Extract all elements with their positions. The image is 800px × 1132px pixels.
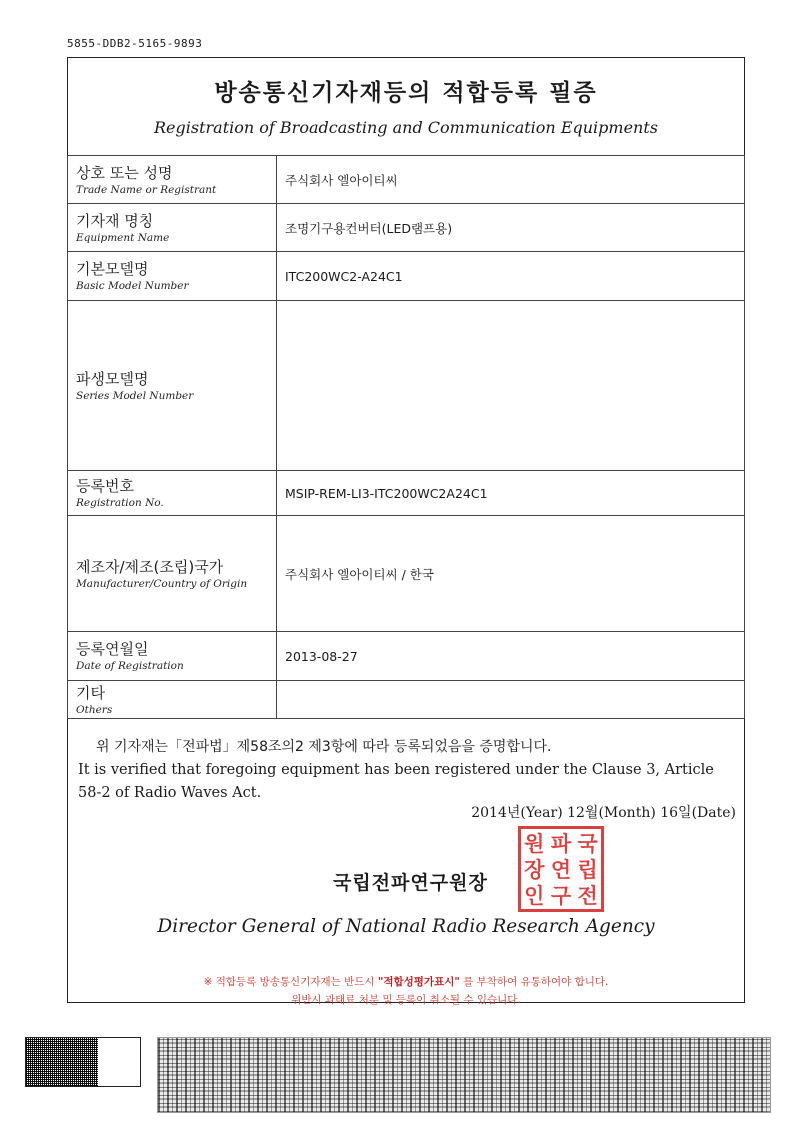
field-row-manufacturer: [68, 516, 745, 632]
field-value-equipment-name: 조명기구용컨버터(LED램프용): [277, 204, 745, 252]
notice-line-2: 위반시 과태료 처분 및 등록이 취소될 수 있습니다.: [291, 994, 521, 1006]
seal-character: 국: [577, 832, 598, 856]
seal-character: 파: [550, 832, 572, 856]
field-value-trade-name: 주식회사 엘아이티씨: [277, 156, 745, 204]
field-row-series-model: [68, 301, 745, 471]
field-row-equipment-name: [68, 204, 745, 252]
security-pattern-left: [25, 1037, 141, 1087]
notice-emphasis: "적합성평가표시": [377, 976, 460, 988]
security-barcode: [157, 1037, 771, 1113]
issuer-korean: 국립전파연구원장: [333, 872, 488, 894]
field-label-en: Manufacturer/Country of Origin: [76, 577, 248, 590]
statement-english: It is verified that foregoing equipment has been registered under the Clause 3, Article 58-2 of Radio Waves Act.: [78, 762, 714, 801]
field-label-en: Series Model Number: [76, 389, 194, 402]
field-label-en: Basic Model Number: [76, 280, 189, 292]
field-row-registration-date: [68, 632, 745, 681]
seal-character: 연: [550, 858, 572, 882]
field-label-ko: 기타: [76, 683, 105, 702]
notice-line-1: [68, 973, 744, 991]
certificate-frame: [67, 57, 745, 1006]
official-seal-stamp: [518, 826, 604, 912]
dot-pattern: [26, 1038, 98, 1086]
field-value-registration-no: MSIP-REM-LI3-ITC200WC2A24C1: [277, 471, 745, 516]
field-label-ko: 등록번호: [76, 477, 134, 495]
field-row-others: [68, 681, 745, 719]
field-value-manufacturer: 주식회사 엘아이티씨 / 한국: [277, 516, 745, 632]
field-label-en: Registration No.: [76, 497, 164, 509]
field-row-trade-name: [68, 156, 745, 204]
field-label-en: Trade Name or Registrant: [76, 183, 217, 196]
field-label-en: Others: [76, 703, 113, 716]
field-label-ko: 제조자/제조(조립)국가: [76, 557, 224, 576]
title-korean: 방송통신기자재등의 적합등록 필증: [214, 80, 598, 106]
seal-character: 구: [550, 884, 572, 908]
seal-character: 원: [524, 832, 545, 856]
seal-character: 장: [524, 858, 545, 882]
field-value-basic-model: ITC200WC2-A24C1: [277, 252, 745, 301]
registration-fields-table: [67, 155, 745, 719]
field-label-ko: 등록연월일: [76, 640, 149, 658]
seal-character: 인: [524, 884, 545, 908]
field-value-registration-date: 2013-08-27: [277, 632, 745, 681]
field-row-basic-model: [68, 252, 745, 301]
certification-statement: [78, 736, 736, 805]
title-english: Registration of Broadcasting and Communication Equipments: [154, 118, 658, 137]
issuer-english: Director General of National Radio Research Agency: [157, 916, 655, 937]
field-value-others: [277, 681, 745, 719]
seal-character: 전: [577, 884, 598, 908]
field-value-series-model: [277, 301, 745, 471]
notice-suffix: 를 부착하여 유통하여야 합니다.: [463, 976, 609, 988]
field-label-ko: 상호 또는 성명: [76, 163, 173, 182]
compliance-notice: [68, 973, 744, 1009]
notice-prefix: ※ 적합등록 방송통신기자재는 반드시: [203, 976, 375, 988]
field-label-en: Equipment Name: [76, 231, 170, 244]
seal-character: 립: [577, 858, 598, 882]
field-label-ko: 기본모델명: [76, 260, 149, 278]
field-label-en: Date of Registration: [76, 660, 184, 672]
issue-date: 2014년(Year) 12월(Month) 16일(Date): [471, 805, 736, 821]
field-label-ko: 기자재 명칭: [76, 211, 154, 230]
document-number: 5855-DDB2-5165-9893: [67, 37, 203, 50]
field-label-ko: 파생모델명: [76, 369, 149, 388]
field-row-registration-no: [68, 471, 745, 516]
statement-korean: 위 기자재는「전파법」제58조의2 제3항에 따라 등록되었음을 증명합니다.: [96, 739, 552, 755]
